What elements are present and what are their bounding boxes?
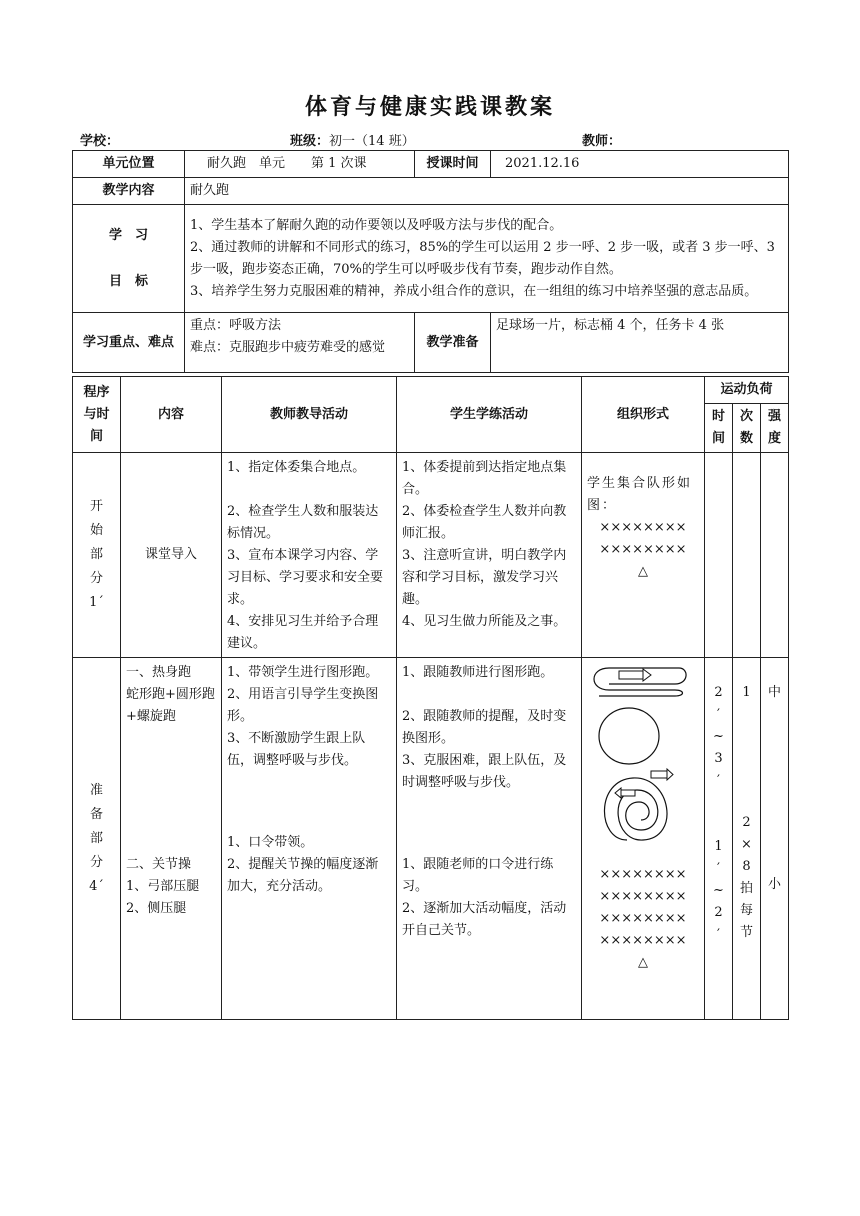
class-label: 班级： [290,134,330,149]
student-step: 4、见习生做力所能及之事。 [402,614,567,629]
teacher-field [582,130,621,149]
circle-route [599,708,659,764]
teacher-step: 2、提醒关节操的幅度逐渐加大，充分活动。 [227,857,379,894]
arrow-icon [643,669,651,681]
time-warmup: 2 ′ ~ 3 ′ [713,685,724,788]
count-warmup: 1 [742,685,751,700]
teacher-start [222,453,397,658]
student-step: 3、克服困难，跟上队伍，及时调整呼吸与步伐。 [402,753,567,790]
difficulty: 难点：克服跑步中疲劳难受的感觉 [190,340,386,355]
key-points [185,313,415,373]
running-route-diagram [587,662,697,852]
student-step: 3、注意听宣讲，明白教学内容和学习目标，激发学习兴趣。 [402,548,567,607]
student-step: 1、跟随教师进行图形跑。 [402,665,554,680]
prep-value: 足球场一片，标志桶 4 个，任务卡 4 张 [491,313,789,373]
goals-text [185,205,789,313]
intensity-warmup: 中 [768,685,782,700]
time-start [705,453,733,658]
teacher-step: 3、宣布本课学习内容、学习目标、学习要求和安全要求。 [227,548,384,607]
key-point: 重点：呼吸方法 [190,318,282,333]
date-label: 授课时间 [415,151,491,178]
header-time: 时间 [705,404,733,453]
stage-prep: 准 备 部 分 4´ [73,658,121,1020]
intensity-prep [761,658,789,1020]
arrow-icon [621,790,635,796]
header-stage: 程序与时间 [73,377,121,453]
school-label: 学校： [80,134,120,149]
prep-label: 教学准备 [415,313,491,373]
arrow-icon [615,788,621,798]
date-value: 2021.12.16 [491,151,789,178]
lesson-table [72,376,789,1020]
header-org: 组织形式 [582,377,705,453]
content-warmup: 一、热身跑 蛇形跑+圆形跑+螺旋跑 [126,665,215,724]
unit-value: 耐久跑 单元 第 1 次课 [185,151,415,178]
goal-item: 1、学生基本了解耐久跑的动作要领以及呼吸方法与步伐的配合。 [190,217,563,233]
teacher-step: 1、带领学生进行图形跑。 [227,665,379,680]
formation-row: ×××××××× [599,520,687,535]
formation-row: ×××××××× [599,911,687,926]
count-prep [733,658,761,1020]
content-prep [121,658,222,1020]
org-text: 学生集合队形如图： [587,476,693,513]
count-joint: 2 × 8 拍 每 节 [739,815,753,940]
goals-label-line2: 目 标 [108,273,148,289]
content-joint: 二、关节操 1、弓部压腿 2、侧压腿 [126,857,200,916]
count-start [733,453,761,658]
time-joint: 1 ′ ~ 2 ′ [713,839,724,942]
teacher-prep [222,658,397,1020]
goals-label-line1: 学 习 [108,227,148,243]
content-label: 教学内容 [73,178,185,205]
teacher-step: 3、不断激励学生跟上队伍，调整呼吸与步伐。 [227,731,366,768]
header-intensity: 强度 [761,404,789,453]
student-step: 1、跟随老师的口令进行练习。 [402,857,554,894]
formation-row: ×××××××× [599,867,687,882]
header-content: 内容 [121,377,222,453]
teacher-step: 2、用语言引导学生变换图形。 [227,687,379,724]
teacher-marker: △ [638,955,648,970]
header-count: 次数 [733,404,761,453]
teacher-step: 2、检查学生人数和服装达标情况。 [227,504,379,541]
content-value: 耐久跑 [185,178,789,205]
goal-item: 3、培养学生努力克服困难的精神，养成小组合作的意识，在一组组的练习中培养坚强的意志品质。 [190,283,758,299]
header-teacher: 教师教导活动 [222,377,397,453]
student-step: 2、逐渐加大活动幅度，活动开自己关节。 [402,901,567,938]
formation-row: ×××××××× [599,933,687,948]
teacher-step: 1、口令带领。 [227,835,314,850]
goal-item: 2、通过教师的讲解和不同形式的练习，85%的学生可以运用 2 步一呼、2 步一吸，或者 3 步一呼、3 步一吸，跑步姿态正确，70%的学生可以呼吸步伐有节奏，跑步动作自然。 [190,239,775,277]
teacher-step: 1、指定体委集合地点。 [227,460,366,475]
intensity-joint: 小 [768,877,782,892]
key-label: 学习重点、难点 [73,313,185,373]
formation-grid [587,864,699,974]
info-table [72,150,789,373]
teacher-label: 教师： [582,134,622,149]
student-step: 1、体委提前到达指定地点集合。 [402,460,567,497]
header-load: 运动负荷 [705,377,789,404]
document-title: 体育与健康实践课教案 [304,94,555,120]
school-field [80,130,119,149]
header-student: 学生学练活动 [397,377,582,453]
stage-start: 开 始 部 分 1´ [73,453,121,658]
org-start [582,453,705,658]
arrow-icon [667,769,673,780]
goals-label [73,205,185,313]
class-field [290,130,415,149]
student-prep [397,658,582,1020]
student-start [397,453,582,658]
arrow-icon [619,671,643,679]
student-step: 2、跟随教师的提醒，及时变换图形。 [402,709,567,746]
formation-row: ×××××××× [599,542,687,557]
content-start: 课堂导入 [121,453,222,658]
spiral-route [604,778,667,840]
teacher-step: 4、安排见习生并给予合理建议。 [227,614,379,651]
org-prep [582,658,705,1020]
arrow-icon [651,771,667,778]
teacher-marker: △ [638,564,648,579]
unit-label: 单元位置 [73,151,185,178]
student-step: 2、体委检查学生人数并向教师汇报。 [402,504,567,541]
formation-row: ×××××××× [599,889,687,904]
intensity-start [761,453,789,658]
class-value: 初一（14 班） [329,134,415,149]
time-prep [705,658,733,1020]
